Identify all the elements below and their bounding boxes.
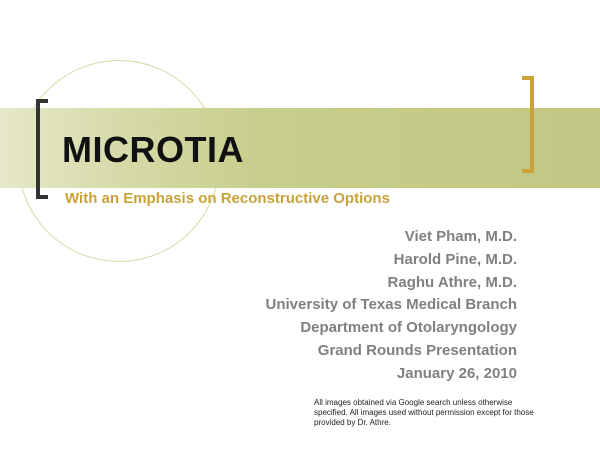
right-bracket-decoration <box>522 76 534 173</box>
presentation-date: January 26, 2010 <box>396 364 517 382</box>
author-list <box>157 226 517 386</box>
institution-line: University of Texas Medical Branch <box>265 296 517 314</box>
presentation-type-line: Grand Rounds Presentation <box>317 341 517 359</box>
slide-title: MICROTIA <box>62 129 244 170</box>
author-line: Raghu Athre, M.D. <box>387 273 517 291</box>
author-line: Harold Pine, M.D. <box>393 250 517 268</box>
slide-subtitle: With an Emphasis on Reconstructive Options <box>65 190 390 207</box>
image-credits-footnote: All images obtained via Google search unless otherwise specified. All images used without permission except for those provided by Dr. Athre. <box>314 398 534 427</box>
department-line: Department of Otolaryngology <box>300 319 517 337</box>
left-bracket-decoration <box>36 99 48 199</box>
author-line: Viet Pham, M.D. <box>404 228 517 245</box>
